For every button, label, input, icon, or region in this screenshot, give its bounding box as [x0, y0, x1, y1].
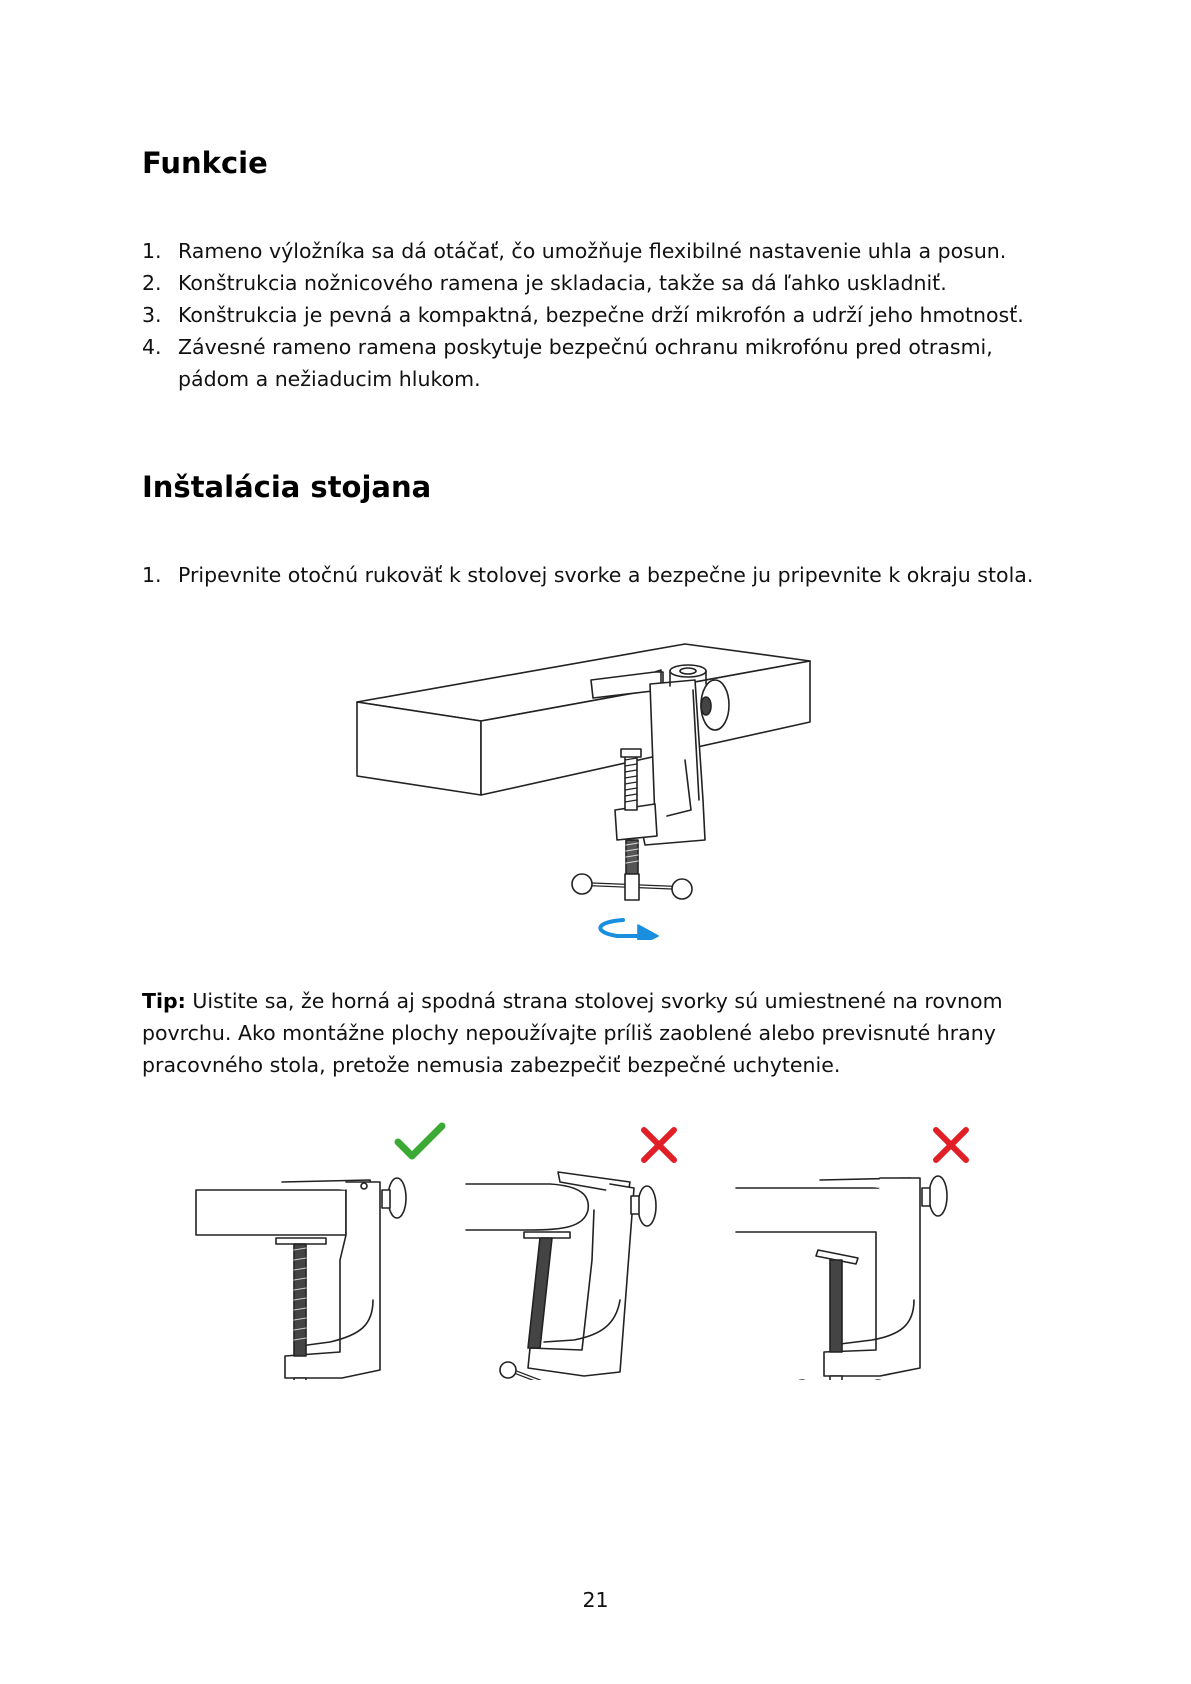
list-item: 2. Konštrukcia nožnicového ramena je skladacia, takže sa dá ľahko uskladniť. [142, 271, 947, 295]
tip-label: Tip: [142, 989, 186, 1013]
features-list [142, 235, 1062, 395]
incorrect-rounded-edge-example [466, 1130, 674, 1380]
tip-text: Uistite sa, že horná aj spodná strana stolovej svorky sú umiestnené na rovnom povrchu. Ako montážne plochy nepoužívajte príliš zaoblené alebo previsnuté hrany pracovného stola, pretože nemusia zabezpečiť bezpečné uchytenie. [142, 989, 1003, 1077]
mounting-examples [190, 1120, 1020, 1380]
table-clamp-illustration [355, 640, 815, 940]
section-title-features: Funkcie [142, 146, 268, 180]
section-title-installation: Inštalácia stojana [142, 470, 432, 504]
list-item: 1. Pripevnite otočnú rukoväť k stolovej svorke a bezpečne ju pripevnite k okraju stola. [142, 563, 1034, 587]
list-item: 4. Závesné rameno ramena poskytuje bezpečnú ochranu mikrofónu pred otrasmi, pádom a nežiaducim hlukom. [142, 335, 993, 391]
cross-icon [936, 1130, 966, 1160]
installation-list [142, 559, 1062, 591]
correct-mounting-example [196, 1126, 442, 1380]
incorrect-overhang-example [736, 1130, 966, 1380]
check-icon [398, 1126, 442, 1156]
rotate-arrow-icon [600, 920, 640, 936]
tip-paragraph [142, 985, 1052, 1081]
page-number: 21 [582, 1588, 609, 1612]
list-item: 1. Rameno výložníka sa dá otáčať, čo umožňuje flexibilné nastavenie uhla a posun. [142, 239, 1007, 263]
list-item: 3. Konštrukcia je pevná a kompaktná, bezpečne drží mikrofón a udrží jeho hmotnosť. [142, 303, 1024, 327]
cross-icon [644, 1130, 674, 1160]
